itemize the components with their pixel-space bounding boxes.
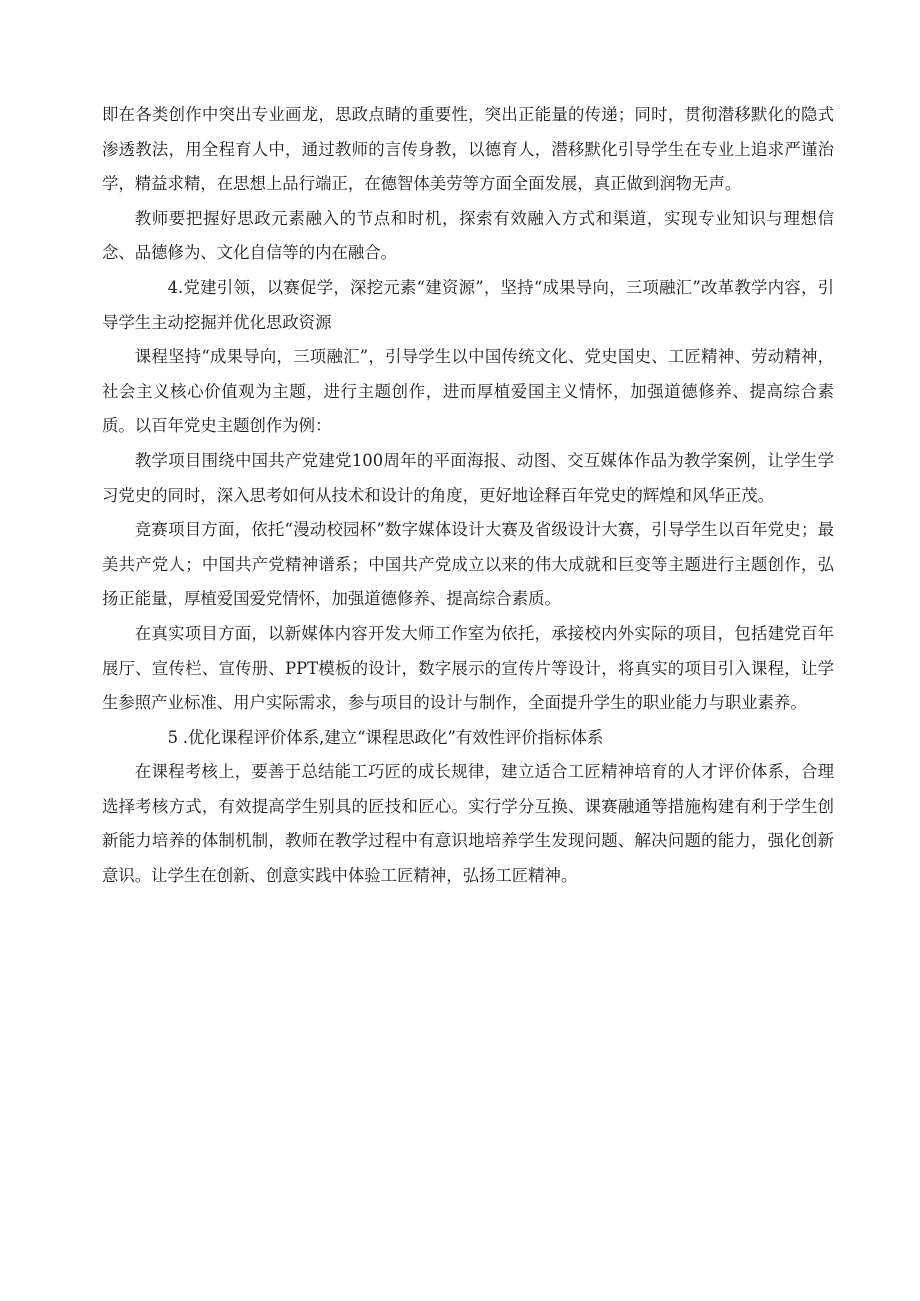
paragraph-real-project: 在真实项目方面，以新媒体内容开发大师工作室为依托，承接校内外实际的项目，包括建党百年展厅、宣传栏、宣传册、PPT模板的设计，数字展示的宣传片等设计，将真实的项目引入课程，让学生参照产业标准、用户实际需求，参与项目的设计与制作，全面提升学生的职业能力与职业素养。: [102, 623, 834, 713]
paragraph-competition-project: 竞赛项目方面，依托“漫动校园杯”数字媒体设计大赛及省级设计大赛，引导学生以百年党史；最美共产党人；中国共产党精神谱系；中国共产党成立以来的伟大成就和巨变等主题进行主题创作，弘扬正能量，厚植爱国爱党情怀，加强道德修养、提高综合素质。: [102, 520, 834, 609]
section-number-4: 4: [167, 277, 179, 297]
section-heading-5-text: .优化课程评价体系,建立“课程思政化”有效性评价指标体系: [182, 727, 604, 747]
section-heading-4-text: .党建引领，以赛促学，深挖元素“建资源”，坚持“成果导向，三项融汇”改革教学内容，引导学生主动挖掘并优化思政资源: [102, 277, 834, 332]
section-number-5: 5: [167, 727, 179, 747]
paragraph-assessment: 在课程考核上，要善于总结能工巧匠的成长规律，建立适合工匠精神培育的人才评价体系，合理选择考核方式，有效提高学生别具的匠技和匠心。实行学分互换、课赛融通等措施构建有利于学生创新能力培养的体制机制，教师在教学过程中有意识地培养学生发现问题、解决问题的能力，强化创新意识。让学生在创新、创意实践中体验工匠精神，弘扬工匠精神。: [102, 762, 834, 886]
paragraph-integration: 教师要把握好思政元素融入的节点和时机，探索有效融入方式和渠道，实现专业知识与理想信念、品德修为、文化自信等的内在融合。: [102, 208, 834, 263]
paragraph-teaching-project: 教学项目围绕中国共产党建党100周年的平面海报、动图、交互媒体作品为教学案例，让学生学习党史的同时，深入思考如何从技术和设计的角度，更好地诠释百年党史的辉煌和风华正茂。: [102, 450, 834, 505]
section-heading-5: [102, 721, 834, 756]
paragraph-course-themes: 课程坚持“成果导向，三项融汇”，引导学生以中国传统文化、党史国史、工匠精神、劳动精神，社会主义核心价值观为主题，进行主题创作，进而厚植爱国主义情怀，加强道德修养、提高综合素质。以百年党史主题创作为例：: [102, 347, 834, 436]
document-body: [102, 98, 834, 894]
section-heading-4: [102, 271, 834, 340]
paragraph-continued: 即在各类创作中突出专业画龙，思政点睛的重要性，突出正能量的传递；同时，贯彻潜移默化的隐式渗透教法，用全程育人中，通过教师的言传身教，以德育人，潜移默化引导学生在专业上追求严谨治学，精益求精，在思想上品行端正，在德智体美劳等方面全面发展，真正做到润物无声。: [102, 105, 834, 194]
